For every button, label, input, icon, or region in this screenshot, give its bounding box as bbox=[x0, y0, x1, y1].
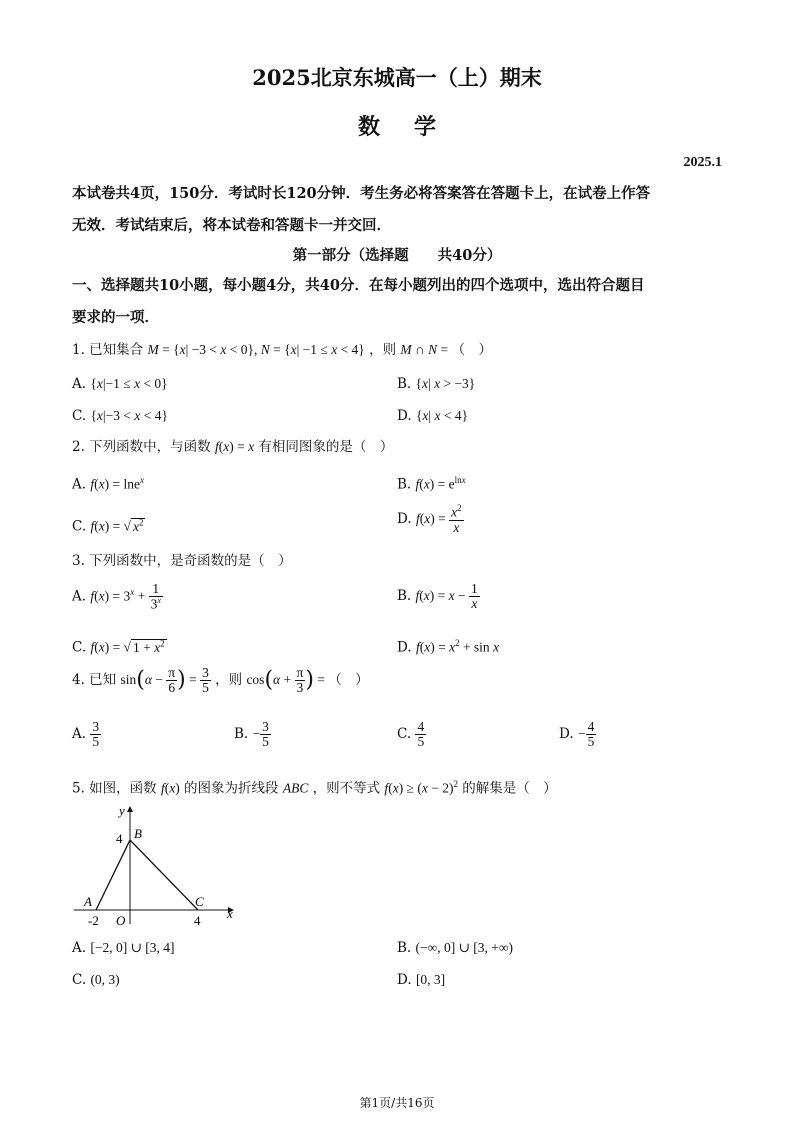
notice-line-1: 本试卷共4页，150分．考试时长120分钟．考生务必将答案答在答题卡上，在试卷上作答 bbox=[72, 185, 651, 202]
tick-x-4: 4 bbox=[194, 913, 201, 928]
q3-option-d: D. $f(x) = x^2 + \sin x$ bbox=[397, 638, 500, 656]
question-4-stem: 4. 已知 sin(α − $\frac{\pi}{6}$ ) = $\frac{3}{5}$ ，则 cos(α + $\frac{\pi}{3}$ ) = （ ） bbox=[72, 665, 369, 696]
point-c-label: C bbox=[195, 894, 204, 909]
notice-line-2: 无效．考试结束后，将本试卷和答题卡一并交回． bbox=[72, 217, 391, 234]
q5-graph bbox=[70, 800, 250, 928]
q5-option-a: A. [−2, 0] ∪ [3, 4] bbox=[72, 940, 175, 956]
q4-option-d: D. − $\frac{4}{5}$ bbox=[559, 719, 595, 750]
q4-option-c: C. $\frac{4}{5}$ bbox=[397, 719, 425, 750]
q3-option-c: C. f(x) = √ $1 + x^2$ bbox=[72, 638, 165, 656]
origin-label: O bbox=[116, 913, 126, 928]
q4-option-b: B. − $\frac{3}{5}$ bbox=[234, 719, 269, 750]
q5-option-b: B. (−∞, 0] ∪ [3, +∞) bbox=[397, 940, 514, 956]
point-a-label: A bbox=[84, 894, 92, 909]
exam-notice bbox=[72, 178, 732, 242]
q1-option-b: B. {x| x > −3} bbox=[397, 376, 476, 392]
tick-y-4: 4 bbox=[116, 831, 123, 846]
y-axis-arrow bbox=[127, 806, 133, 812]
q3-option-b: B. f(x) = x − $\frac{1}{x}$ bbox=[397, 581, 478, 612]
subject-title: 数学 bbox=[357, 114, 470, 140]
section-line-2: 要求的一项． bbox=[72, 309, 159, 326]
q2-option-b: B. $f(x) = e^{lnx}$ bbox=[397, 475, 466, 493]
q2-option-c: C. f(x) = √ $x^2$ bbox=[72, 517, 144, 535]
exam-title: 2025北京东城高一（上）期末 bbox=[252, 65, 542, 90]
exam-date: 2025.1 bbox=[683, 155, 722, 170]
x-axis-label: x bbox=[227, 906, 233, 921]
q1-option-d: D. {x| x < 4} bbox=[397, 408, 469, 424]
q1-option-c: C. {x|−3 < x < 4} bbox=[72, 408, 168, 424]
broken-line-abc bbox=[96, 840, 198, 910]
q5-option-c: C. (0, 3) bbox=[72, 972, 120, 988]
question-1-stem: 1. 已知集合 M = {x| −3 < x < 0}, N = {x| −1 ≤ x < 4} ，则 M ∩ N = （ ） bbox=[72, 342, 493, 358]
question-3-stem: 3. 下列函数中，是奇函数的是（ ） bbox=[72, 553, 292, 569]
q2-option-d: D. f(x) = $\frac{x^2}{x}$ bbox=[397, 503, 462, 535]
part-heading: 第一部分（选择题 共40分） bbox=[292, 247, 502, 264]
point-b-label: B bbox=[134, 826, 142, 841]
section-heading bbox=[72, 270, 732, 334]
q1-option-a: A. {x|−1 ≤ x < 0} bbox=[72, 376, 168, 392]
tick-x-neg2: -2 bbox=[88, 913, 99, 928]
page-footer: 第1页/共16页 bbox=[359, 1096, 435, 1110]
question-2-stem: 2. 下列函数中，与函数 f(x) = x 有相同图象的是（ ） bbox=[72, 439, 394, 455]
q2-option-a: A. f(x) = lne$^x$ bbox=[72, 475, 144, 493]
q5-option-d: D. [0, 3] bbox=[397, 972, 446, 988]
y-axis-label: y bbox=[119, 803, 125, 818]
q4-option-a: A. $\frac{3}{5}$ bbox=[72, 719, 100, 750]
q3-option-a: A. $f(x) = 3^x$ + $\frac{1}{3^x}$ bbox=[72, 581, 161, 612]
graph-lines bbox=[74, 806, 234, 924]
q1-sets-formula: M bbox=[147, 342, 159, 357]
question-5-stem: 5. 如图，函数 f(x) 的图象为折线段 ABC ，则不等式 $f(x) \ge (x - 2)^2$ 的解集是（ ） bbox=[72, 779, 557, 797]
section-line-1: 一、选择题共10小题，每小题4分，共40分．在每小题列出的四个选项中，选出符合题目 bbox=[72, 277, 645, 294]
